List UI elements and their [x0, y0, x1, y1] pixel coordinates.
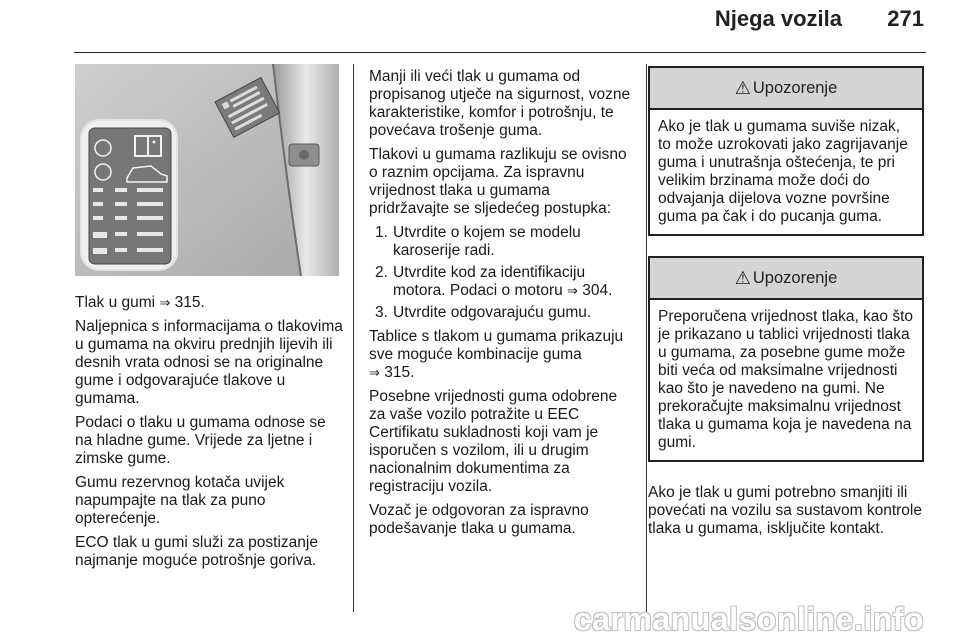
paragraph: Tlakovi u gumama razlikuju se ovisno o raznim opcijama. Za ispravnu vrijednost tlaka u gumama pridržavajte se sljedećeg postupka: — [369, 146, 627, 217]
paragraph: Posebne vrijednosti guma odobrene za vaše vozilo potražite u EEC Certifikatu sukladnosti koji vam je isporučen s vozilom, ili u drugim nacionalnim dokumentima za registraciju vozila. — [369, 388, 618, 495]
warning-title: Upozorenje — [752, 78, 838, 97]
warning-header — [650, 68, 922, 110]
page-number: 271 — [887, 6, 924, 31]
header-rule — [74, 52, 926, 53]
right-column-closing — [648, 484, 928, 544]
warning-title: Upozorenje — [752, 268, 838, 287]
warning-triangle-icon: ⚠ — [734, 77, 751, 98]
step-text: Utvrdite o kojem se modelu karoserije radi. — [393, 224, 581, 259]
step-text: Utvrdite kod za identifikaciju motora. Podaci o motoru — [393, 264, 586, 299]
step-number: 2. — [375, 264, 388, 281]
list-item — [369, 224, 633, 260]
warning-header — [650, 258, 922, 300]
warning-box-1 — [648, 66, 924, 236]
tire-pressure-label-photo — [75, 64, 339, 276]
paragraph: Tablice s tlakom u gumama prikazuju sve moguće kombinacije guma ⇒ 315. — [369, 328, 624, 381]
paragraph: Ako je tlak u gumi potrebno smanjiti ili povećati na vozilu sa sustavom kontrole tlaka u gumama, isključite kontakt. — [648, 484, 922, 537]
paragraph: Gumu rezervnog kotača uvijek napumpajte na tlak za puno opterećenje. — [75, 474, 285, 527]
cross-reference-arrow-icon: ⇒ — [567, 283, 578, 298]
watermark: carmanualsonline.info — [573, 601, 924, 637]
warning-triangle-icon: ⚠ — [734, 267, 751, 288]
warning-box-2 — [648, 256, 924, 462]
engine-data-page-reference-link[interactable]: 304. — [582, 282, 613, 299]
figure-caption: Tlak u gumi ⇒ 315. — [75, 294, 205, 311]
left-column — [75, 294, 347, 576]
caption-page-reference-link[interactable]: 315. — [174, 294, 205, 311]
tire-table-page-reference-link[interactable]: 315. — [384, 364, 415, 381]
middle-column — [369, 68, 633, 544]
list-item — [369, 304, 633, 322]
paragraph: Vozač je odgovoran za ispravno podešavanje tlaka u gumama. — [369, 502, 589, 537]
cross-reference-arrow-icon: ⇒ — [369, 365, 380, 380]
warning-text: Ako je tlak u gumama suviše nizak, to može uzrokovati jako zagrijavanje guma i unutrašnja oštećenja, te pri velikim brzinama može doći do odvajanja dijelova vozne površine guma pa čak i do pucanja guma. — [658, 118, 908, 225]
procedure-steps-list — [369, 224, 633, 322]
step-number: 1. — [375, 224, 388, 241]
running-header-title: Njega vozila — [714, 6, 842, 31]
list-item — [369, 264, 633, 300]
column-divider-left — [353, 64, 354, 612]
paragraph: Manji ili veći tlak u gumama od propisanog utječe na sigurnost, vozne karakteristike, komfor i potrošnju, te povećava trošenje guma. — [369, 68, 631, 139]
column-divider-right — [646, 64, 647, 612]
cross-reference-arrow-icon: ⇒ — [159, 295, 171, 310]
step-number: 3. — [375, 304, 388, 321]
door-frame-illustration — [75, 64, 339, 276]
paragraph: Naljepnica s informacijama o tlakovima u gumama na okviru prednjih lijevih ili desnih vrata odnosi se na originalne gume i odgovarajuće tlakove u gumama. — [75, 318, 343, 407]
paragraph: ECO tlak u gumi služi za postizanje najmanje moguće potrošnje goriva. — [75, 534, 318, 569]
warning-text: Preporučena vrijednost tlaka, kao što je prikazano u tablici vrijednosti tlaka u gumama, za posebne gume može biti veća od maksimalne vrijednosti kao što je navedeno na gumi. Ne prekoračujte maksimalnu vrijednost tlaka u gumama koja je navedena na gumi. — [658, 308, 914, 451]
step-text: Utvrdite odgovarajuću gumu. — [393, 304, 592, 321]
paragraph: Podaci o tlaku u gumama odnose se na hladne gume. Vrijede za ljetne i zimske gume. — [75, 414, 326, 467]
